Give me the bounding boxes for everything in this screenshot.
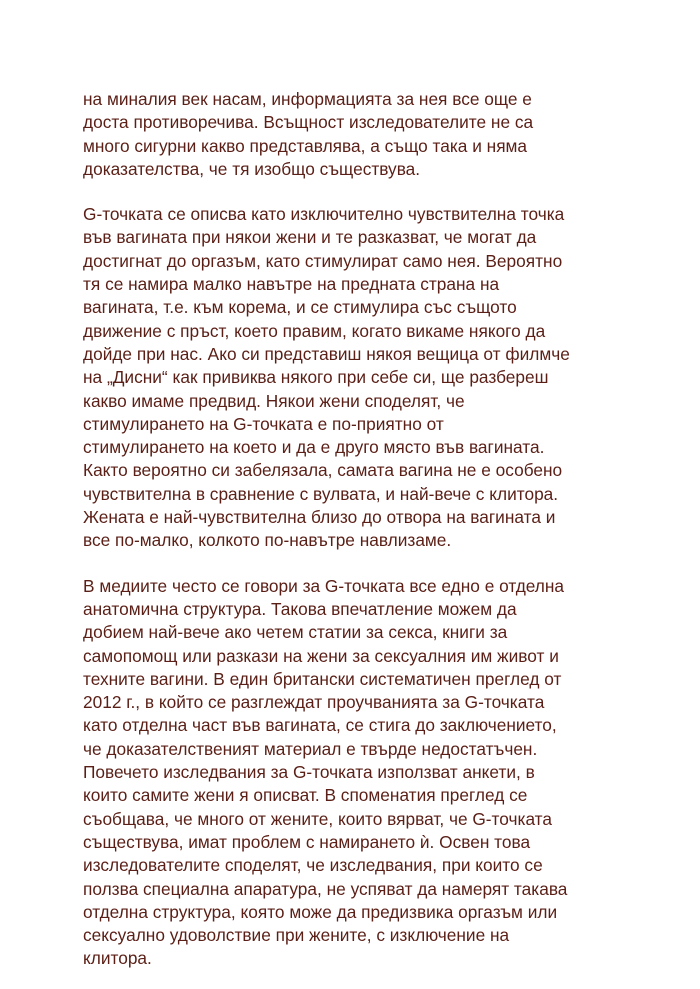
text-line: вагината, т.е. към корема, и се стимулира със същото bbox=[83, 297, 517, 318]
text-line: Както вероятно си забелязала, самата вагина не е особено bbox=[83, 460, 563, 481]
text-line: доста противоречива. Всъщност изследователите не са bbox=[83, 112, 534, 133]
text-line: които самите жени я описват. В споменатия преглед се bbox=[83, 785, 528, 806]
text-line: самопомощ или разкази на жени за сексуалния им живот и bbox=[83, 645, 559, 666]
text-line: ползва специална апаратура, не успяват да намерят такава bbox=[83, 878, 568, 899]
text-line: съществува, имат проблем с намирането ѝ. Освен това bbox=[83, 831, 531, 852]
text-line: Жената е най-чувствителна близо до отвора на вагината и bbox=[83, 507, 556, 528]
text-line: В медиите често се говори за G-точката все едно е отделна bbox=[83, 575, 565, 596]
text-line: дойде при нас. Ако си представиш някоя вещица от филмче bbox=[83, 343, 570, 364]
text-line: клитора. bbox=[83, 948, 152, 969]
text-line: доказателства, че тя изобщо съществува. bbox=[83, 158, 421, 179]
text-line: стимулирането на което и да е друго място във вагината. bbox=[83, 437, 545, 458]
text-line: като отделна част във вагината, се стига до заключението, bbox=[83, 715, 557, 736]
text-line: много сигурни какво представлява, а също така и няма bbox=[83, 135, 528, 156]
text-line: G-точката се описва като изключително чувствителна точка bbox=[83, 204, 565, 225]
text-line: Повечето изследвания за G-точката използват анкети, в bbox=[83, 762, 535, 783]
text-line: добием най-вече ако четем статии за секса, книги за bbox=[83, 622, 508, 643]
paragraph-2 bbox=[83, 203, 640, 552]
text-body bbox=[83, 88, 640, 971]
text-line: във вагината при някои жени и те разказват, че могат да bbox=[83, 227, 537, 248]
paragraph-1 bbox=[83, 88, 640, 181]
text-line: техните вагини. В един британски систематичен преглед от bbox=[83, 668, 562, 689]
text-line: съобщава, че много от жените, които вярват, че G-точката bbox=[83, 808, 553, 829]
text-line: тя се намира малко навътре на предната страна на bbox=[83, 274, 500, 295]
paragraph-3 bbox=[83, 575, 640, 971]
text-line: стимулирането на G-точката е по-приятно от bbox=[83, 413, 444, 434]
text-line: изследователите споделят, че изследвания, при които се bbox=[83, 855, 543, 876]
text-line: сексуално удоволствие при жените, с изключение на bbox=[83, 925, 510, 946]
text-line: движение с пръст, което правим, когато викаме някого да bbox=[83, 320, 546, 341]
text-line: анатомична структура. Такова впечатление можем да bbox=[83, 598, 517, 619]
text-line: чувствителна в сравнение с вулвата, и най-вече с клитора. bbox=[83, 483, 559, 504]
text-line: достигнат до оргазъм, като стимулират само нея. Вероятно bbox=[83, 250, 563, 271]
text-line: 2012 г., в който се разглеждат проучванията за G-точката bbox=[83, 692, 545, 713]
text-line: на „Дисни“ как привиква някого при себе си, ще разбереш bbox=[83, 367, 549, 388]
text-line: че доказателственият материал е твърде недостатъчен. bbox=[83, 738, 538, 759]
text-line: на миналия век насам, информацията за нея все още е bbox=[83, 89, 532, 109]
text-line: отделна структура, която може да предизвика оргазъм или bbox=[83, 901, 558, 922]
text-line: все по-малко, колкото по-навътре навлизаме. bbox=[83, 530, 452, 551]
text-line: какво имаме предвид. Някои жени споделят, че bbox=[83, 390, 465, 411]
